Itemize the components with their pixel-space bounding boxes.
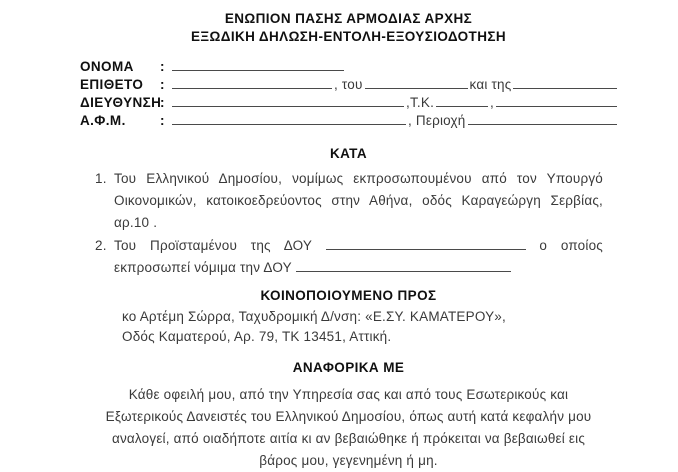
name-blank-line — [172, 58, 344, 71]
field-row-address — [80, 94, 617, 112]
item-2-line-1 — [114, 235, 603, 257]
recipient-line-1: κο Αρτέμη Σώρρα, Ταχυδρομική Δ/νση: «Ε.ΣΥ. ΚΑΜΑΤΕΡΟΥ», — [122, 309, 506, 324]
doy2-blank-line — [296, 260, 511, 272]
fields-section — [80, 58, 617, 130]
item-1-text — [114, 168, 603, 234]
item-2-text-part-2: ο οποίος — [539, 238, 603, 253]
item-2-number: 2. — [95, 238, 107, 253]
surname-label: ΕΠΙΘΕΤΟ — [80, 77, 144, 92]
item-2-text-part-3: εκπροσωπεί νόμιμα την ΔΟΥ — [114, 260, 292, 275]
surname-colon: : — [160, 77, 165, 92]
item-2-text — [114, 235, 603, 279]
kata-list — [95, 168, 617, 279]
document-subtitle: ΕΞΩΔΙΚΗ ΔΗΛΩΣΗ-ΕΝΤΟΛΗ-ΕΞΟΥΣΙΟΔΟΤΗΣΗ — [191, 29, 506, 44]
field-row-name — [80, 58, 617, 76]
father-name-blank-line — [365, 76, 468, 89]
item-1-line-2: Οικονομικών, κατοικοεδρεύοντος στην Αθήνα, οδός Καραγεώργη Σερβίας, — [114, 193, 603, 208]
section-heading-kata: ΚΑΤΑ — [330, 146, 367, 161]
afm-colon: : — [160, 113, 165, 128]
area-prefix: , Περιοχή — [408, 113, 466, 128]
surname-blank-line — [172, 76, 332, 89]
afm-blank-line — [172, 112, 406, 125]
regarding-paragraph — [80, 384, 617, 472]
regarding-line-1: Κάθε οφειλή μου, από την Υπηρεσία σας και από τους Εσωτερικούς και — [128, 387, 569, 402]
item-1-line-3: αρ.10 . — [114, 215, 158, 230]
doy-blank-line — [326, 238, 526, 250]
item-2-line-2 — [114, 257, 603, 279]
section-heading-notify: ΚΟΙΝΟΠΟΙΟΥΜΕΝΟ ΠΡΟΣ — [260, 288, 437, 303]
mother-name-blank-line — [513, 76, 617, 89]
postal-code-blank-line — [436, 94, 488, 107]
postal-code-prefix: ,Τ.Κ. — [406, 95, 435, 110]
father-name-prefix: , του — [334, 77, 363, 92]
afm-label: Α.Φ.Μ. — [80, 113, 126, 128]
address-label: ΔΙΕΥΘΥΝΣΗ — [80, 95, 162, 110]
recipient-line-2: Οδός Καματερού, Αρ. 79, ΤΚ 13451, Αττική. — [122, 329, 392, 344]
list-item-2 — [95, 235, 603, 279]
section-heading-regarding: ΑΝΑΦΟΡΙΚΑ ΜΕ — [292, 360, 405, 375]
address-colon: : — [160, 95, 165, 110]
field-row-afm — [80, 112, 617, 130]
list-item-1 — [95, 168, 603, 234]
mother-name-prefix: και της — [469, 77, 512, 92]
regarding-line-2: Εξωτερικούς Δανειστές του Ελληνικού Δημοσίου, όπως αυτή κατά κεφαλήν μου — [105, 409, 592, 424]
address-comma: , — [490, 95, 494, 110]
regarding-line-3: αναλογεί, από οιαδήποτε αιτία κι αν βεβαιώθηκε ή πρόκειται να βεβαιωθεί εις — [111, 431, 586, 446]
name-label: ΟΝΟΜΑ — [80, 59, 134, 74]
item-2-text-part-1: Του Προϊσταμένου της ΔΟΥ — [114, 238, 312, 253]
field-row-surname — [80, 76, 617, 94]
city-blank-line — [496, 94, 617, 107]
address-blank-line — [172, 94, 404, 107]
item-1-line-1: Του Ελληνικού Δημοσίου, νομίμως εκπροσωπουμένου από τον Υπουργό — [114, 171, 603, 186]
notify-body — [122, 307, 617, 347]
name-colon: : — [160, 59, 165, 74]
area-blank-line — [468, 112, 618, 125]
regarding-line-4: βάρος μου, γεγενημένη ή μη. — [259, 453, 438, 468]
item-1-number: 1. — [95, 171, 107, 186]
document-title: ΕΝΩΠΙΟΝ ΠΑΣΗΣ ΑΡΜΟΔΙΑΣ ΑΡΧΗΣ — [224, 11, 473, 26]
